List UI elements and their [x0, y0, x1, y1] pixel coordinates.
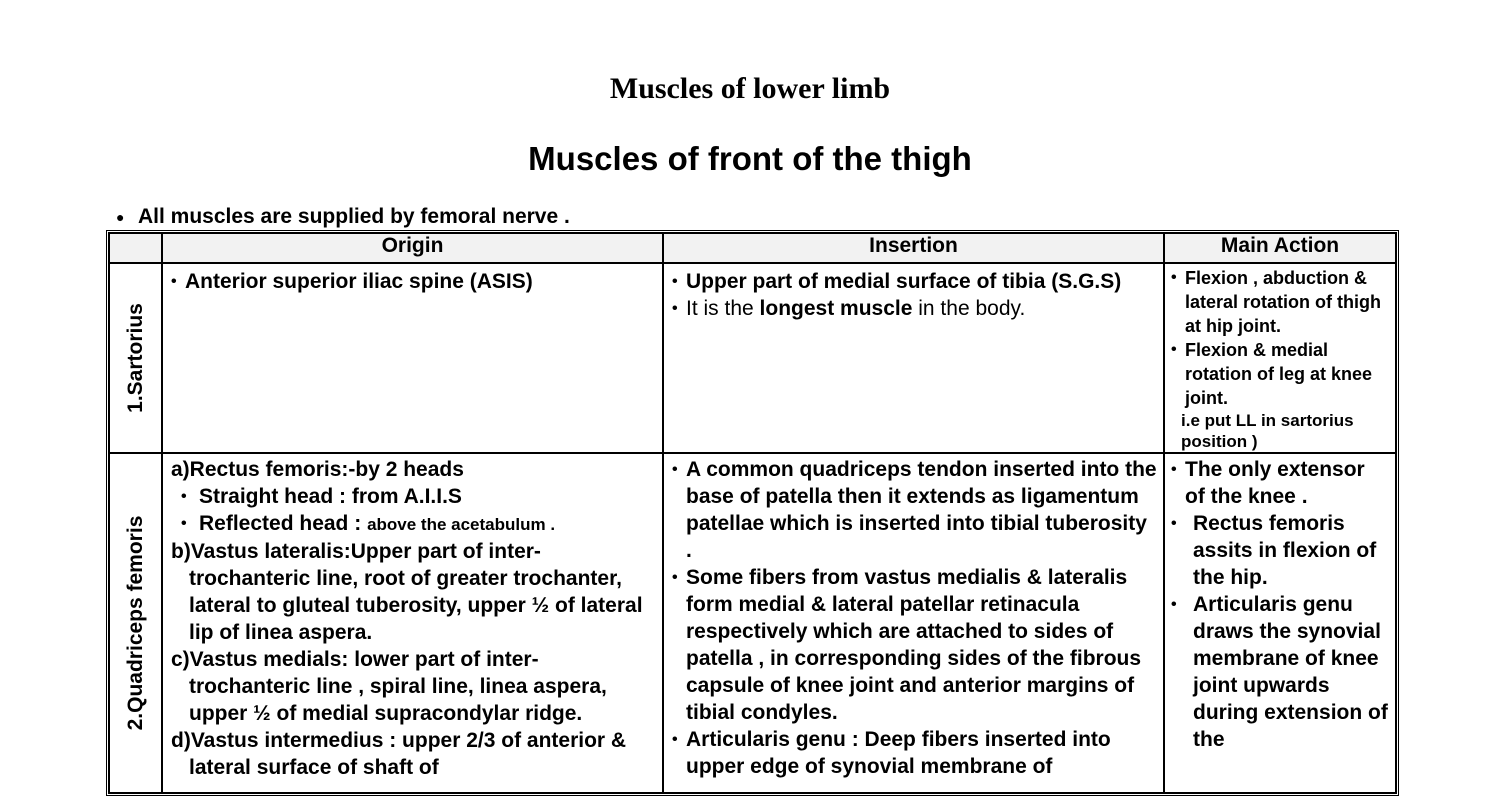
action-item: • Flexion & medial rotation of leg at knee joint. [1171, 338, 1389, 410]
insertion-cell [663, 453, 1164, 793]
insertion-item: • A common quadriceps tendon inserted into the base of patella then it extends as ligamentum patellae which is inserted into tibial tuberosity . [672, 456, 1157, 564]
muscles-table [106, 230, 1399, 796]
table-header-row [109, 233, 1396, 263]
action-cell [1164, 453, 1396, 793]
origin-item: c)Vastus medials: lower part of inter-trochanteric line , spiral line, linea aspera, upper ½ of medial supracondylar ridge. [171, 648, 607, 725]
header-blank [109, 233, 162, 263]
text: above the acetabulum . [367, 515, 556, 534]
origin-cell [162, 263, 663, 453]
origin-item [181, 510, 656, 538]
action-item: • The only extensor of the knee . [1171, 456, 1389, 510]
note-text: All muscles are supplied by femoral nerve . [138, 205, 570, 228]
nerve-note [116, 205, 570, 229]
action-cell [1164, 263, 1396, 453]
origin-head: a)Rectus femoris:-by 2 heads [171, 458, 464, 481]
muscle-name [109, 263, 162, 453]
insertion-item: • Articularis genu : Deep fibers inserted into upper edge of synovial membrane of [672, 726, 1157, 780]
action-item: • Rectus femoris assits in flexion of the hip. [1171, 510, 1389, 591]
header-insertion: Insertion [663, 233, 1164, 263]
muscle-name-text: 2.Quadriceps femoris [123, 515, 147, 731]
action-item: • Articularis genu draws the synovial membrane of knee joint upwards during extension of the [1171, 591, 1389, 753]
insertion-item: • Some fibers from vastus medialis & lateralis form medial & lateral patellar retinacula respectively which are attached to sides of patella , in corresponding sides of the fibrous capsule of knee joint and anterior margins of tibial condyles. [672, 564, 1157, 726]
insertion-item [672, 295, 1157, 322]
table-row-quadriceps [109, 453, 1396, 793]
table-row-sartorius [109, 263, 1396, 453]
insertion-cell [663, 263, 1164, 453]
action-note: i.e put LL in sartorius position ) [1181, 411, 1354, 451]
origin-item: b)Vastus lateralis:Upper part of inter-trochanteric line, root of greater trochanter, lateral to gluteal tuberosity, upper ½ of lateral lip of linea aspera. [171, 540, 643, 644]
text: in the body. [912, 297, 1026, 320]
origin-item: d)Vastus intermedius : upper 2/3 of anterior & lateral surface of shaft of [171, 729, 627, 779]
text: It is the [686, 297, 760, 320]
text-bold: longest muscle [759, 297, 913, 320]
section-title: Muscles of front of the thigh [528, 140, 972, 177]
header-action: Main Action [1164, 233, 1396, 263]
muscle-name [109, 453, 162, 793]
action-item: • Flexion , abduction & lateral rotation of thigh at hip joint. [1171, 266, 1389, 338]
text: Reflected head : [199, 512, 362, 535]
bullet-icon: ● [116, 209, 125, 226]
insertion-item: • Upper part of medial surface of tibia (S.G.S) [672, 268, 1157, 295]
origin-cell [162, 453, 663, 793]
origin-item: • Anterior superior iliac spine (ASIS) [171, 268, 656, 295]
document-title: Muscles of lower limb [609, 72, 891, 105]
header-origin: Origin [162, 233, 663, 263]
origin-item: • Straight head : from A.I.I.S [181, 483, 656, 510]
muscle-name-text: 1.Sartorius [123, 303, 147, 413]
